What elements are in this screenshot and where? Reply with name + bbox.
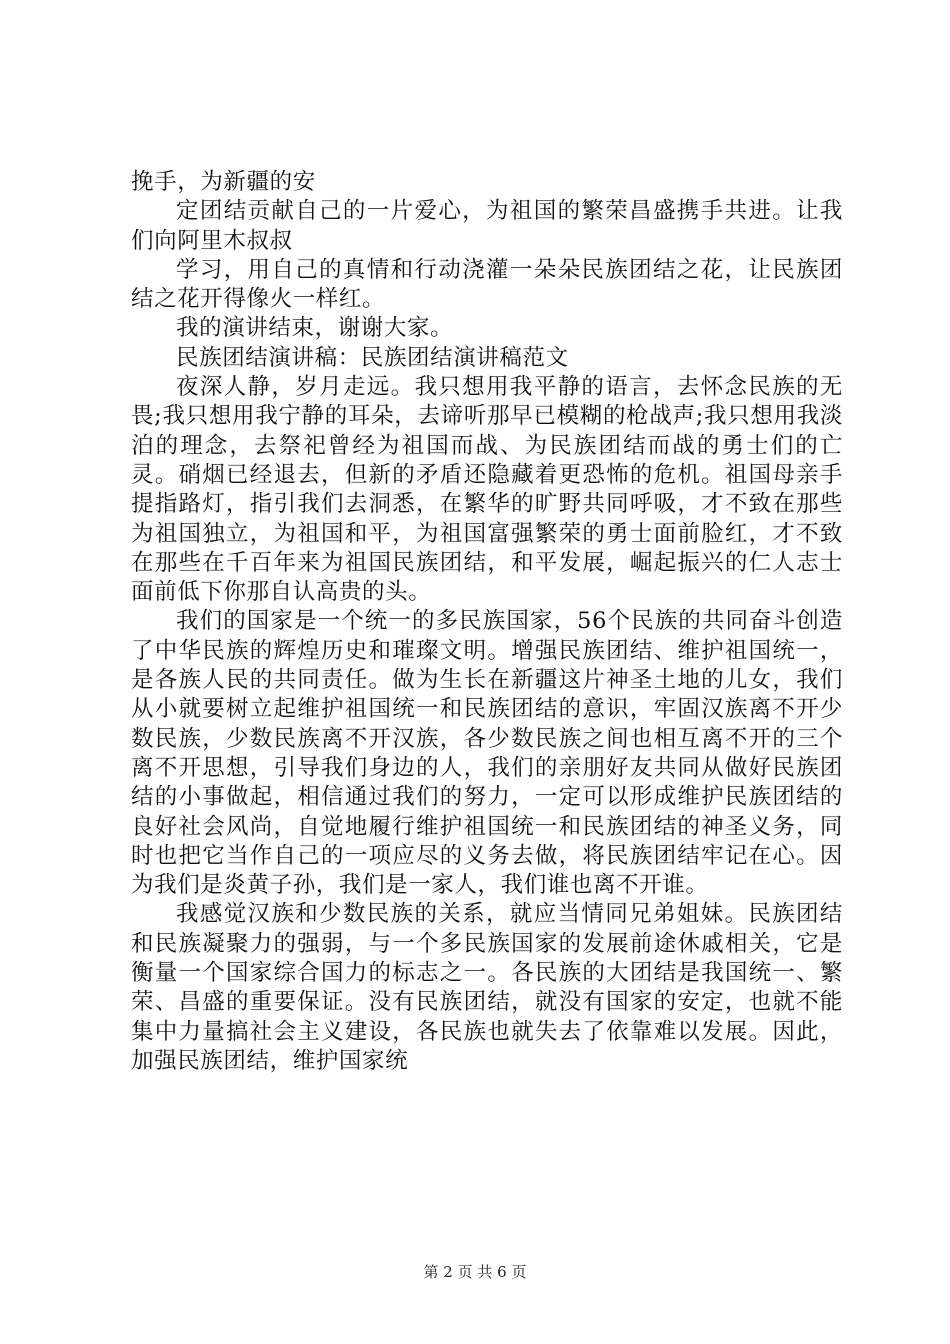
paragraph: 我们的国家是一个统一的多民族国家，56个民族的共同奋斗创造了中华民族的辉煌历史和璀璨文明。增强民族团结、维护祖国统一，是各族人民的共同责任。做为生长在新疆这片神圣土地的儿女，我们从小就要树立起维护祖国统一和民族团结的意识，牢固汉族离不开少数民族，少数民族离不开汉族，各少数民族之间也相互离不开的三个离不开思想，引导我们身边的人，我们的亲朋好友共同从做好民族团结的小事做起，相信通过我们的努力，一定可以形成维护民族团结的良好社会风尚，自觉地履行维护祖国统一和民族团结的神圣义务，同时也把它当作自己的一项应尽的义务去做，将民族团结牢记在心。因为我们是炎黄子孙，我们是一家人，我们谁也离不开谁。 [131,608,843,899]
paragraph: 夜深人静，岁月走远。我只想用我平静的语言，去怀念民族的无畏;我只想用我宁静的耳朵，去谛听那早已模糊的枪战声;我只想用我淡泊的理念，去祭祀曾经为祖国而战、为民族团结而战的勇士们的亡灵。硝烟已经退去，但新的矛盾还隐藏着更恐怖的危机。祖国母亲手提指路灯，指引我们去洞悉，在繁华的旷野共同呼吸，才不致在那些为祖国独立，为祖国和平，为祖国富强繁荣的勇士面前脸红，才不致在那些在千百年来为祖国民族团结，和平发展，崛起振兴的仁人志士面前低下你那自认高贵的头。 [131,374,843,606]
document-body [131,168,843,1076]
section-heading: 民族团结演讲稿：民族团结演讲稿范文 [176,344,569,371]
paragraph: 定团结贡献自己的一片爱心，为祖国的繁荣昌盛携手共进。让我们向阿里木叔叔 [131,198,843,254]
paragraph: 学习，用自己的真情和行动浇灌一朵朵民族团结之花，让民族团结之花开得像火一样红。 [131,256,843,313]
paragraph-closing: 我的演讲结束，谢谢大家。 [176,315,454,342]
paragraph: 我感觉汉族和少数民族的关系，就应当情同兄弟姐妹。民族团结和民族凝聚力的强弱，与一个多民族国家的发展前途休戚相关，它是衡量一个国家综合国力的标志之一。各民族的大团结是我国统一、繁荣、昌盛的重要保证。没有民族团结，就没有国家的安定，也就不能集中力量搞社会主义建设，各民族也就失去了依靠难以发展。因此，加强民族团结，维护国家统 [131,901,843,1074]
page-number-footer: 第 2 页 共 6 页 [423,1263,527,1281]
paragraph-continuation: 挽手，为新疆的安 [131,169,316,195]
